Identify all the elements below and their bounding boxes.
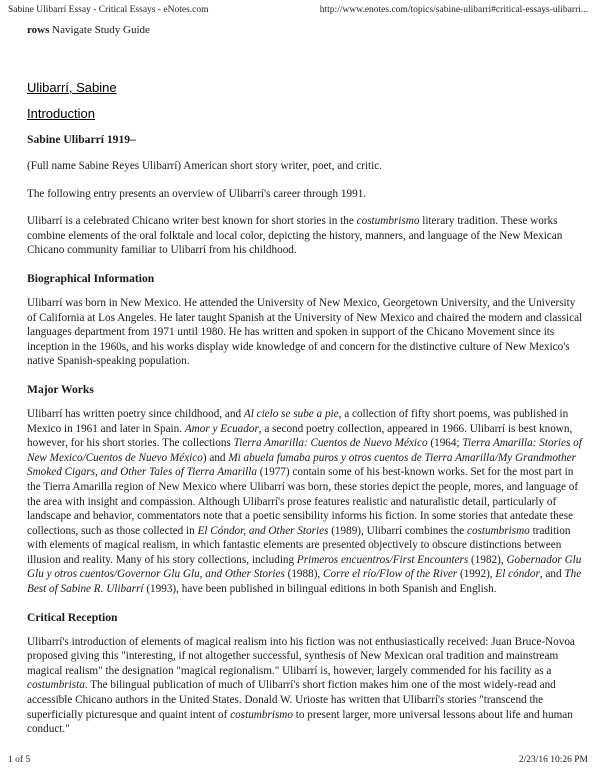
page-counter: 1 of 5 bbox=[8, 755, 31, 765]
nav-fragment bbox=[27, 24, 583, 36]
biographical-paragraph: Ulibarrí was born in New Mexico. He attended the University of New Mexico, Georgetown University, and the University of California at Los Angeles. He later taught Spanish at the University of New Mexico and chaired the modern and classical languages department from 1971 until 1980. He has written and spoken in support of the Chicano Movement since its inception in the 1960s, and his works display wide knowledge of and concern for the distinctive culture of New Mexico's native Spanish-speaking population. bbox=[27, 296, 583, 368]
critical-reception-heading: Critical Reception bbox=[27, 610, 118, 624]
full-name-paragraph: (Full name Sabine Reyes Ulibarrí) American short story writer, poet, and critic. bbox=[27, 160, 382, 172]
title-link[interactable]: Ulibarrí, Sabine bbox=[27, 80, 117, 95]
nav-fragment-text[interactable]: Navigate Study Guide bbox=[49, 24, 150, 36]
print-timestamp: 2/23/16 10:26 PM bbox=[518, 755, 588, 765]
print-header-title: Sabine Ulibarrí Essay - Critical Essays - eNotes.com bbox=[8, 5, 209, 15]
major-works-paragraph: Ulibarrí has written poetry since childhood, and Al cielo se sube a pie, a collection of fifty short poems, was published in Mexico in 1961 and later in Spain. Amor y Ecuador, a second poetry collection, appeared in 1966. Ulibarrí is best known, however, for his short stories. The collections Tierra Amarilla: Cuentos de Nuevo México (1964; Tierra Amarilla: Stories of New Mexico/Cuentos de Nuevo México) and Mi abuela fumaba puros y otros cuentos de Tierra Amarilla/My Grandmother Smoked Cigars, and Other Tales of Tierra Amarilla (1977) contain some of his best-known works. Set for the most part in the Tierra Amarilla region of New Mexico where Ulibarrí was born, these stories depict the people, mores, and language of the area with insight and compassion. Although Ulibarrí's prose features realistic and naturalistic detail, particularly of landscape and behavior, commentators note that a poetic sensibility informs his fiction. In some stories that antedate these collections, such as those collected in El Cóndor, and Other Stories (1989), Ulibarrí combines the costumbrismo tradition with elements of magical realism, in which fantastic elements are presented objectively to obscure distinctions between illusion and reality. Many of his story collections, including Primeros encuentros/First Encounters (1982), Gobernador Glu Glu y otros cuentos/Governor Glu Glu, and Other Stories (1988), Corre el río/Flow of the River (1992), El cóndor, and The Best of Sabine R. Ulibarrí (1993), have been published in bilingual editions in both Spanish and English. bbox=[27, 407, 582, 596]
biographical-heading: Biographical Information bbox=[27, 271, 155, 285]
print-header-url: http://www.enotes.com/topics/sabine-ulibarri#critical-essays-ulibarri... bbox=[319, 5, 588, 15]
nav-fragment-bold: rows bbox=[27, 24, 50, 36]
overview-paragraph: The following entry presents an overview of Ulibarrí's career through 1991. bbox=[27, 187, 367, 200]
critical-reception-paragraph: Ulibarrí's introduction of elements of magical realism into his fiction was not enthusiastically received: Juan Bruce-Novoa proposed giving this "interesting, if not altogether successful, synthesis of New Mexican oral tradition and mainstream magical realism" the designation "magical regionalism." Ulibarrí is, however, largely commended for his facility as a costumbrista. The bilingual publication of much of Ulibarrí's short fiction makes him one of the most widely-read and accessible Chicano authors in the United States. Donald W. Urioste has written that Ulibarrí's stories "transcend the superficially picturesque and quaint intent of costumbrismo to present larger, more universal lessons about life and human conduct." bbox=[27, 635, 575, 736]
intro-paragraph: Ulibarrí is a celebrated Chicano writer best known for short stories in the costumbrismo literary tradition. These works combine elements of the oral folktale and local color, depicting the history, manners, and language of the New Mexican Chicano community familiar to Ulibarrí from his childhood. bbox=[27, 215, 563, 257]
article-content bbox=[27, 24, 583, 737]
author-dates: Sabine Ulibarrí 1919– bbox=[27, 133, 136, 146]
introduction-link[interactable]: Introduction bbox=[27, 106, 95, 121]
major-works-heading: Major Works bbox=[27, 382, 94, 396]
